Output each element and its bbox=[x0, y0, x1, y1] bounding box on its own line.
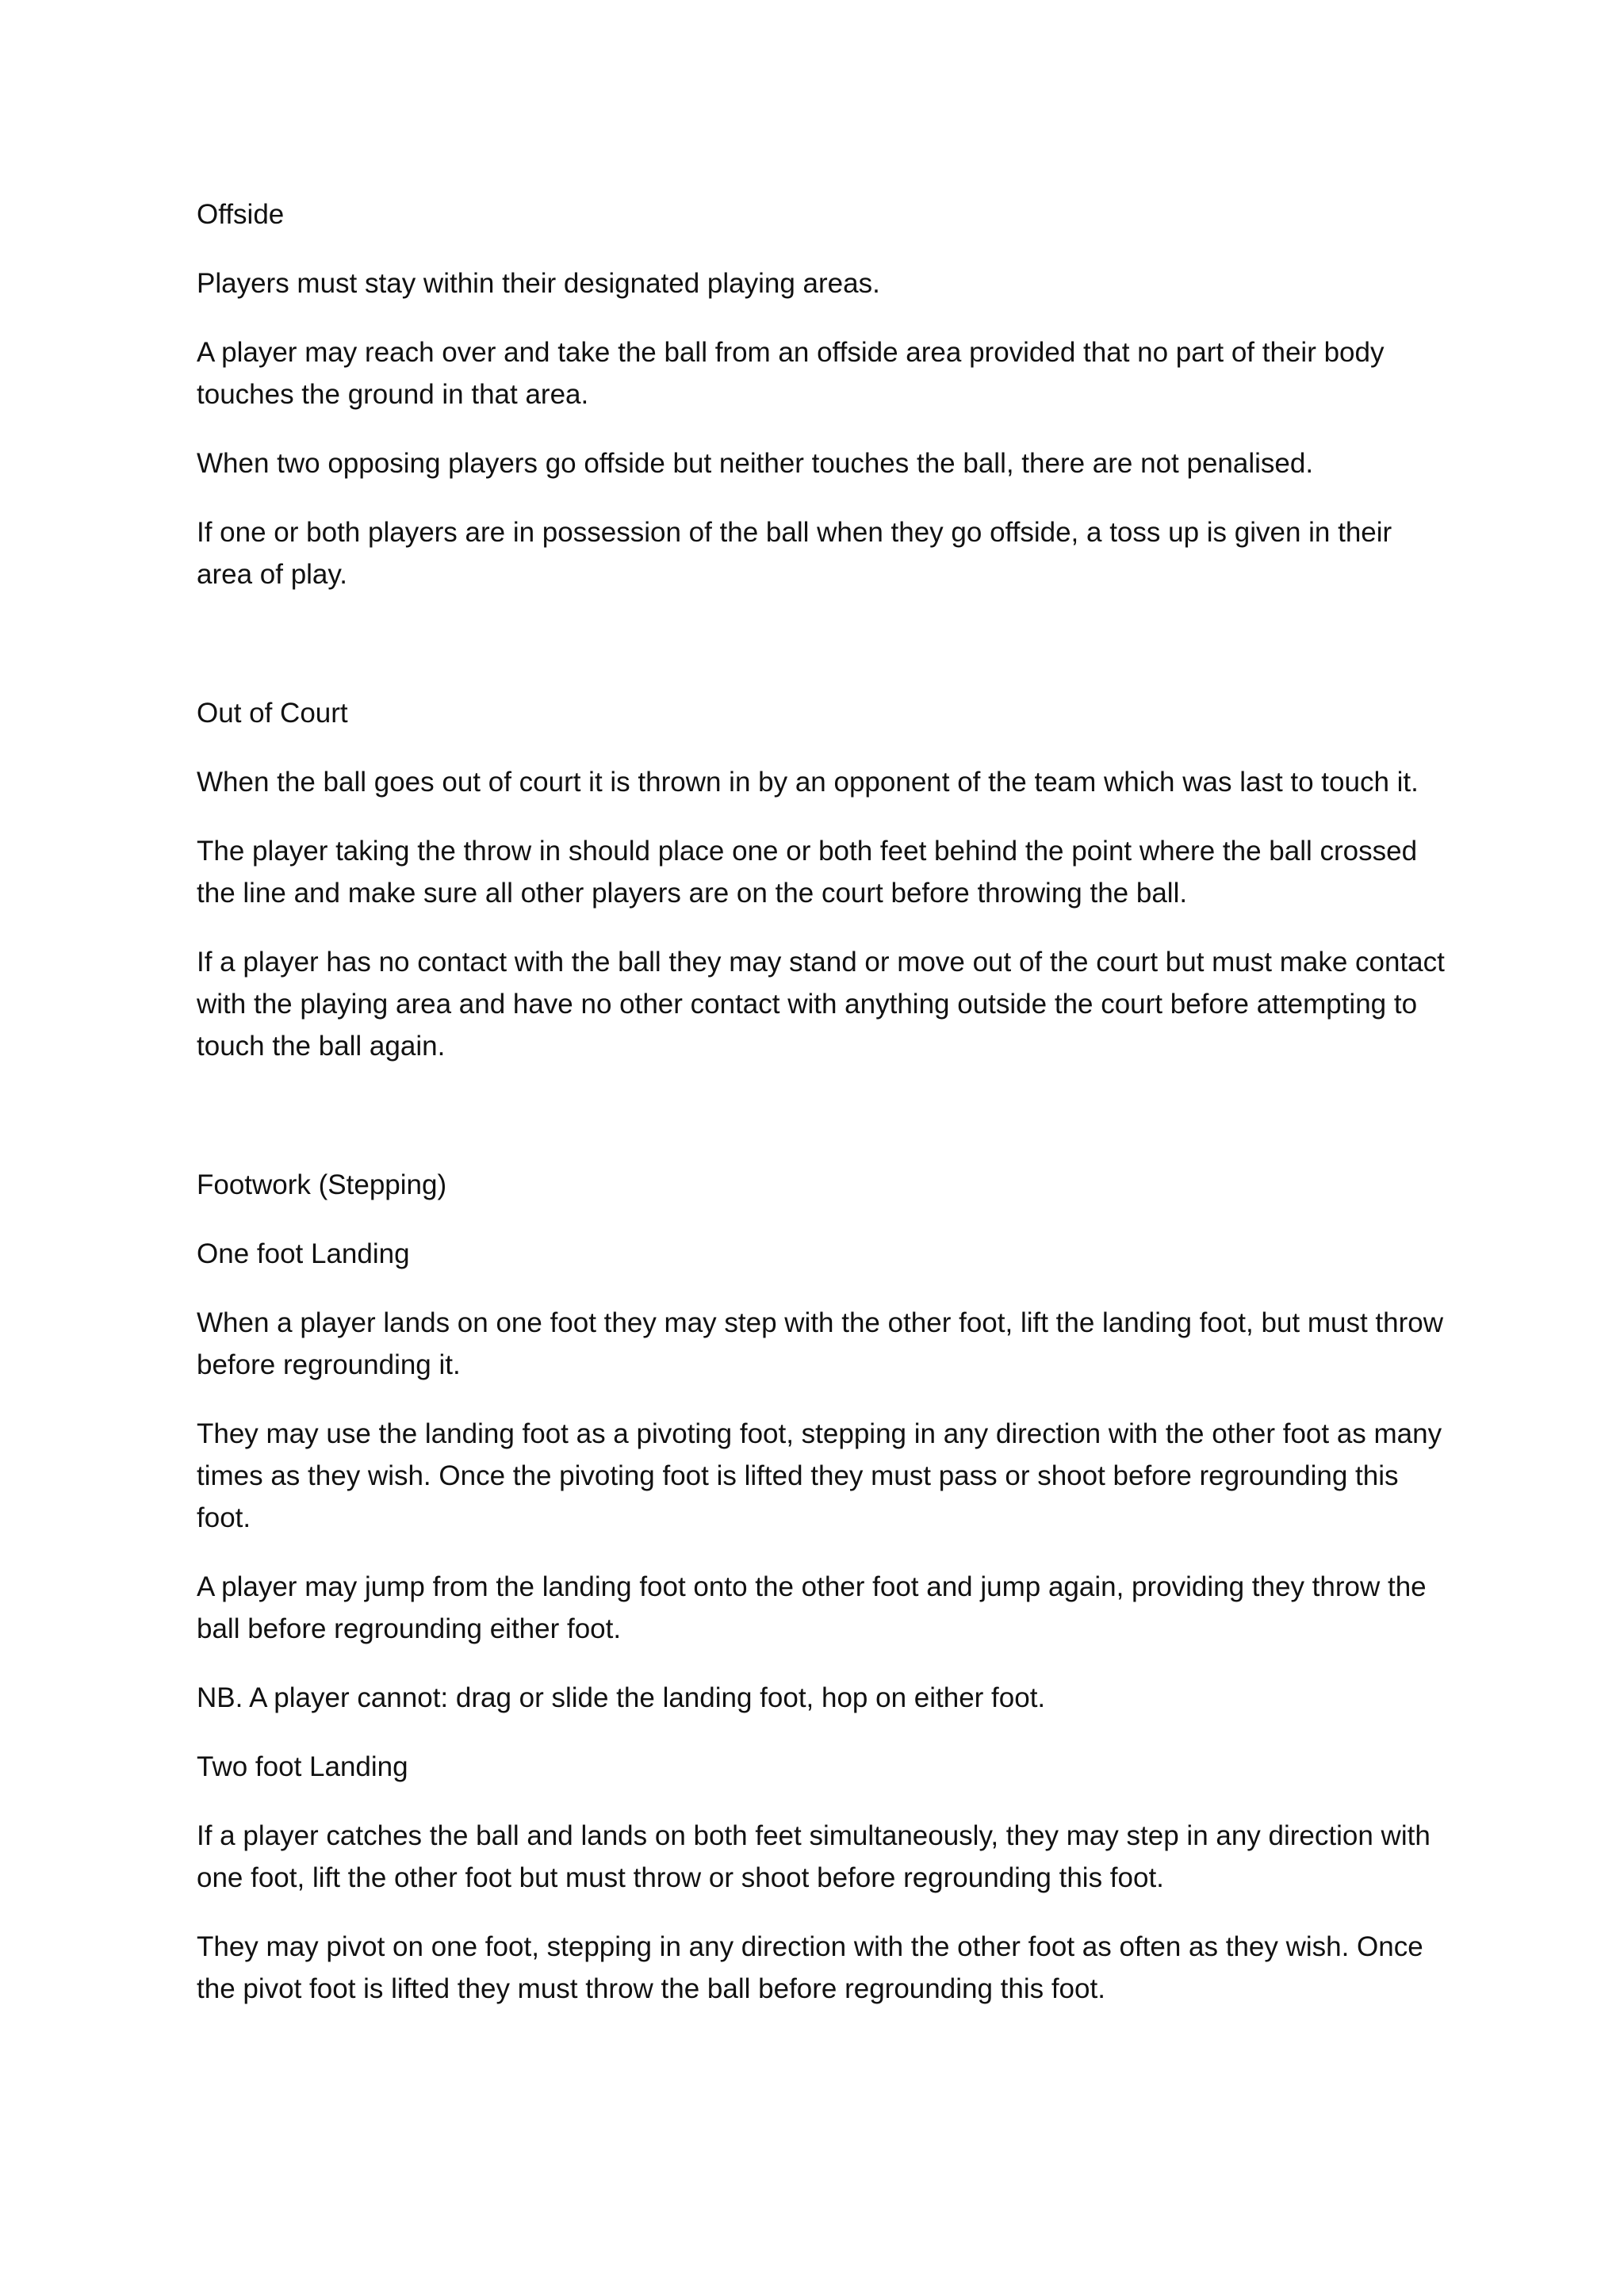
paragraph: NB. A player cannot: drag or slide the landing foot, hop on either foot. bbox=[197, 1682, 1046, 1713]
paragraph: Players must stay within their designated playing areas. bbox=[197, 268, 880, 299]
paragraph: If one or both players are in possession of the ball when they go offside, a toss up is given in their area of play. bbox=[197, 517, 1392, 590]
section-spacer bbox=[197, 1094, 1450, 1164]
subheading: Two foot Landing bbox=[197, 1751, 408, 1782]
paragraph: If a player has no contact with the ball they may stand or move out of the court but must make contact with the playing area and have no other contact with anything outside the court before attempting to touch the ball again. bbox=[197, 947, 1445, 1062]
paragraph: The player taking the throw in should place one or both feet behind the point where the ball crossed the line and make sure all other players are on the court before throwing the ball. bbox=[197, 836, 1418, 909]
section-heading: Footwork (Stepping) bbox=[197, 1169, 447, 1200]
section-out-of-court bbox=[197, 692, 1450, 1067]
paragraph: A player may reach over and take the ball from an offside area provided that no part of their body touches the ground in that area. bbox=[197, 337, 1385, 410]
paragraph: When a player lands on one foot they may step with the other foot, lift the landing foot, but must throw before regrounding it. bbox=[197, 1307, 1444, 1380]
paragraph: If a player catches the ball and lands on both feet simultaneously, they may step in any direction with one foot, lift the other foot but must throw or shoot before regrounding this foot. bbox=[197, 1820, 1431, 1893]
section-spacer bbox=[197, 622, 1450, 692]
paragraph: They may pivot on one foot, stepping in any direction with the other foot as often as they wish. Once the pivot foot is lifted they must throw the ball before regrounding this foot. bbox=[197, 1931, 1423, 2004]
document-body bbox=[197, 193, 1450, 2037]
section-offside bbox=[197, 193, 1450, 595]
paragraph: When two opposing players go offside but neither touches the ball, there are not penalised. bbox=[197, 448, 1314, 479]
section-footwork bbox=[197, 1164, 1450, 2010]
section-heading: Offside bbox=[197, 199, 285, 230]
paragraph: They may use the landing foot as a pivoting foot, stepping in any direction with the other foot as many times as they wish. Once the pivoting foot is lifted they must pass or shoot before regrounding this foot. bbox=[197, 1418, 1442, 1533]
subheading: One foot Landing bbox=[197, 1238, 410, 1269]
section-heading: Out of Court bbox=[197, 698, 348, 729]
paragraph: A player may jump from the landing foot onto the other foot and jump again, providing they throw the ball before regrounding either foot. bbox=[197, 1571, 1427, 1644]
paragraph: When the ball goes out of court it is thrown in by an opponent of the team which was last to touch it. bbox=[197, 767, 1419, 798]
